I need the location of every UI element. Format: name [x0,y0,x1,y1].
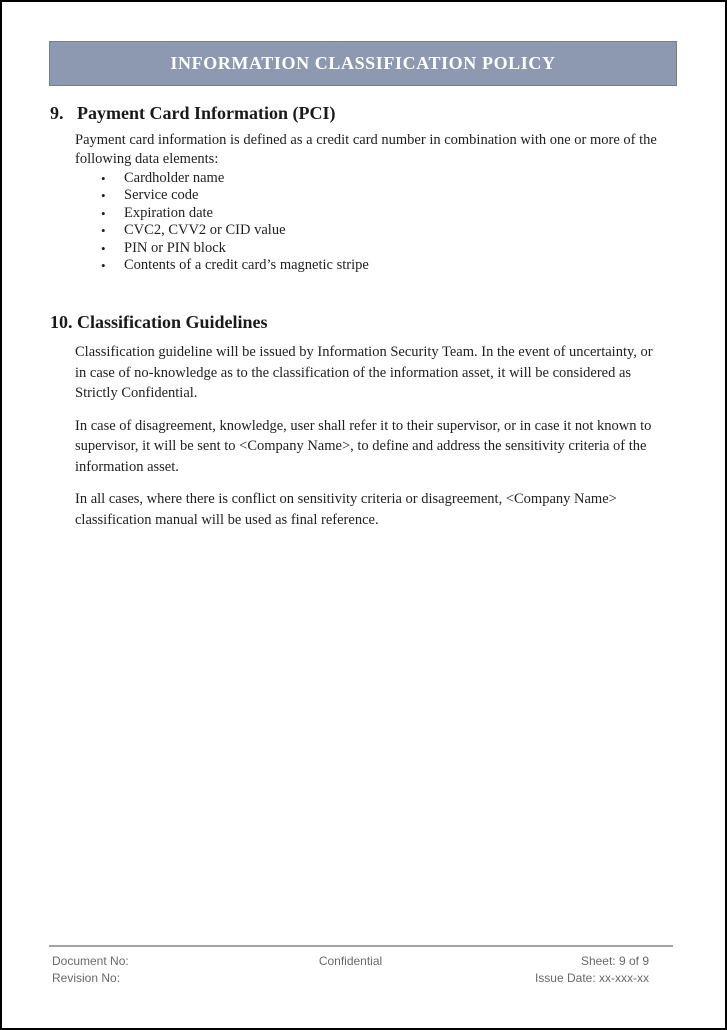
list-item [75,187,667,204]
section-10-body [75,342,667,530]
list-item [75,170,667,187]
list-item [75,257,667,274]
section-payment-card-information [50,103,668,274]
section-9-number: 9. [50,103,64,123]
section-9-intro: Payment card information is defined as a credit card number in combination with one or more of the following data elements: [75,132,657,167]
list-item [75,240,667,257]
list-item-text: PIN or PIN block [124,239,226,256]
bullet-icon: • [101,171,106,186]
section-9-body [75,131,667,274]
list-item-text: Expiration date [124,204,213,221]
sheet-number: Sheet: 9 of 9 [580,954,649,968]
document-no-label: Document No: [52,954,129,968]
list-item-text: Contents of a credit card’s magnetic stripe [124,257,369,274]
bullet-icon: • [101,223,106,239]
footer-right-column [450,953,673,987]
list-item-text: Cardholder name [124,170,225,186]
list-item [75,222,667,239]
paragraph: Classification guideline will be issued by Information Security Team. In the event of uncertainty, or in case of no-knowledge as to the classification of the information asset, it will be considered as Strictly Confidential. [75,344,653,402]
section-9-title: Payment Card Information (PCI) [77,103,336,123]
section-10-title: Classification Guidelines [77,312,268,333]
list-item-text: CVC2, CVV2 or CID value [124,222,286,239]
bullet-icon: • [101,188,106,204]
list-item [75,205,667,222]
section-10-number: 10. [50,312,73,333]
bullet-icon: • [101,240,106,256]
section-9-heading [50,103,668,124]
title-banner [49,41,677,86]
paragraph: In all cases, where there is conflict on sensitivity criteria or disagreement, <Company Name> classification manual will be used as final reference. [75,491,617,528]
section-classification-guidelines [50,312,668,530]
classification-label: Confidential [318,954,383,968]
pci-elements-list [75,170,667,274]
document-body [50,103,668,542]
footer-center-column [251,953,450,987]
page-title: INFORMATION CLASSIFICATION POLICY [170,53,556,73]
footer-grid [49,953,673,987]
paragraph: In case of disagreement, knowledge, user shall refer it to their supervisor, or in case it not known to supervisor, it will be sent to <Company Name>, to define and address the sensitivity criteria of the information asset. [75,417,652,475]
bullet-icon: • [101,205,106,221]
bullet-icon: • [101,258,106,274]
issue-date: Issue Date: xx-xxx-xx [534,971,649,985]
section-10-heading [50,312,668,333]
revision-no-label: Revision No: [52,971,121,985]
list-item-text: Service code [124,187,199,204]
footer-left-column [49,953,251,987]
page-footer [49,945,673,987]
